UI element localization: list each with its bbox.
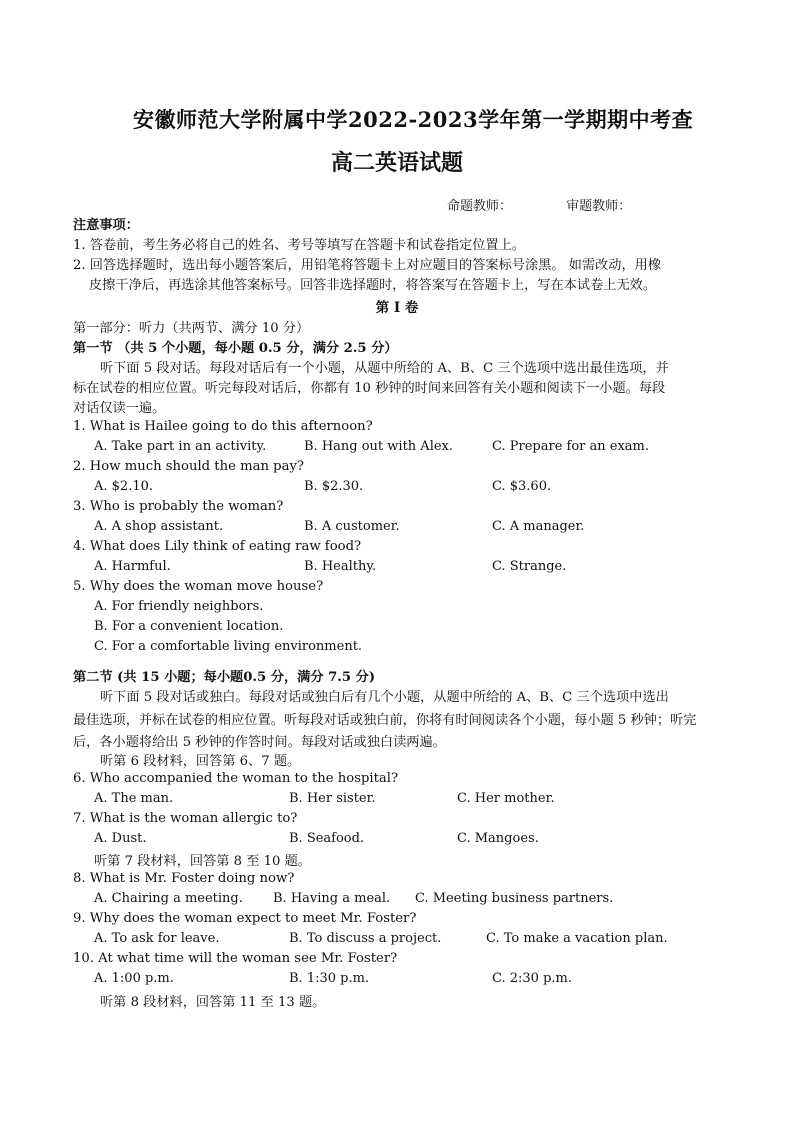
- material-8-instruction: 听第 8 段材料，回答第 11 至 13 题。: [100, 995, 326, 1010]
- notice-item-2-cont: 皮擦干净后，再选涂其他答案标号。回答非选择题时，将答案写在答题卡上，写在本试卷上无效。: [89, 278, 657, 293]
- reviewer-label: 审题教师：: [566, 199, 632, 214]
- question-3: 3. Who is probably the woman?: [73, 499, 284, 514]
- question-5: 5. Why does the woman move house?: [73, 579, 324, 594]
- q4-option-c: C. Strange.: [492, 559, 567, 574]
- q4-option-a: A. Harmful.: [94, 559, 171, 574]
- q10-option-c: C. 2:30 p.m.: [492, 971, 572, 986]
- q7-option-b: B. Seafood.: [289, 831, 365, 846]
- q3-option-b: B. A customer.: [304, 519, 400, 534]
- q8-option-a: A. Chairing a meeting.: [94, 891, 243, 906]
- q8-option-c: C. Meeting business partners.: [415, 891, 614, 906]
- q5-option-b: B. For a convenient location.: [94, 619, 284, 634]
- question-2: 2. How much should the man pay?: [73, 459, 304, 474]
- exam-subtitle: 高二英语试题: [330, 150, 463, 176]
- q10-option-b: B. 1:30 p.m.: [289, 971, 370, 986]
- notice-item-1: 1. 答卷前，考生务必将自己的姓名、考号等填写在答题卡和试卷指定位置上。: [73, 238, 525, 253]
- question-9: 9. Why does the woman expect to meet Mr. Foster?: [73, 911, 417, 926]
- q7-option-c: C. Mangoes.: [457, 831, 539, 846]
- volume-label: 第 I 卷: [375, 300, 419, 316]
- notice-heading: 注意事项：: [73, 218, 139, 233]
- question-7: 7. What is the woman allergic to?: [73, 811, 298, 826]
- q10-option-a: A. 1:00 p.m.: [94, 971, 174, 986]
- q9-option-a: A. To ask for leave.: [94, 931, 220, 946]
- question-1: 1. What is Hailee going to do this afternoon?: [73, 419, 373, 434]
- question-10: 10. At what time will the woman see Mr. Foster?: [73, 951, 398, 966]
- section-2-heading: 第二节 (共 15 小题；每小题0.5 分，满分 7.5 分): [73, 670, 376, 685]
- section-1-intro: 听下面 5 段对话。每段对话后有一个小题，从题中所给的 A、B、C 三个选项中选出最佳选项，并: [100, 361, 669, 376]
- q3-option-a: A. A shop assistant.: [94, 519, 224, 534]
- section-1-intro-2: 标在试卷的相应位置。听完每段对话后，你都有 10 秒钟的时间来回答有关小题和阅读下一小题。每段: [73, 381, 666, 396]
- proposer-label: 命题教师：: [447, 199, 513, 214]
- q4-option-b: B. Healthy.: [304, 559, 377, 574]
- q2-option-a: A. $2.10.: [94, 479, 154, 494]
- part-1-heading: 第一部分：听力（共两节、满分 10 分）: [73, 321, 310, 336]
- q6-option-a: A. The man.: [94, 791, 174, 806]
- question-6: 6. Who accompanied the woman to the hospital?: [73, 771, 399, 786]
- teacher-line: [447, 195, 681, 214]
- q6-option-b: B. Her sister.: [289, 791, 376, 806]
- material-7-instruction: 听第 7 段材料，回答第 8 至 10 题。: [94, 854, 311, 869]
- q5-option-c: C. For a comfortable living environment.: [94, 639, 363, 654]
- section-1-intro-3: 对话仅读一遍。: [73, 401, 166, 416]
- q1-option-c: C. Prepare for an exam.: [492, 439, 649, 454]
- section-1-heading: 第一节 （共 5 个小题，每小题 0.5 分，满分 2.5 分）: [73, 341, 398, 356]
- question-8: 8. What is Mr. Foster doing now?: [73, 871, 295, 886]
- q9-option-b: B. To discuss a project.: [289, 931, 442, 946]
- section-2-intro-2: 最佳选项，并标在试卷的相应位置。听每段对话或独白前，你将有时间阅读各个小题，每小题 5 秒钟；听完: [73, 713, 697, 728]
- question-4: 4. What does Lily think of eating raw food?: [73, 539, 362, 554]
- q1-option-a: A. Take part in an activity.: [94, 439, 267, 454]
- q3-option-c: C. A manager.: [492, 519, 585, 534]
- q2-option-b: B. $2.30.: [304, 479, 364, 494]
- material-6-instruction: 听第 6 段材料，回答第 6、7 题。: [100, 754, 301, 769]
- q1-option-b: B. Hang out with Alex.: [304, 439, 454, 454]
- exam-title: 安徽师范大学附属中学2022-2023学年第一学期期中考查: [133, 107, 694, 132]
- section-2-intro-3: 后，各小题将给出 5 秒钟的作答时间。每段对话或独白读两遍。: [73, 735, 446, 750]
- section-2-intro: 听下面 5 段对话或独白。每段对话或独白后有几个小题，从题中所给的 A、B、C 三个选项中选出: [100, 690, 669, 705]
- q8-option-b: B. Having a meal.: [273, 891, 391, 906]
- q5-option-a: A. For friendly neighbors.: [94, 599, 264, 614]
- q7-option-a: A. Dust.: [94, 831, 147, 846]
- q9-option-c: C. To make a vacation plan.: [486, 931, 668, 946]
- notice-item-2: 2. 回答选择题时，选出每小题答案后，用铅笔将答题卡上对应题目的答案标号涂黑。 如需改动，用橡: [73, 258, 662, 273]
- q6-option-c: C. Her mother.: [457, 791, 555, 806]
- q2-option-c: C. $3.60.: [492, 479, 552, 494]
